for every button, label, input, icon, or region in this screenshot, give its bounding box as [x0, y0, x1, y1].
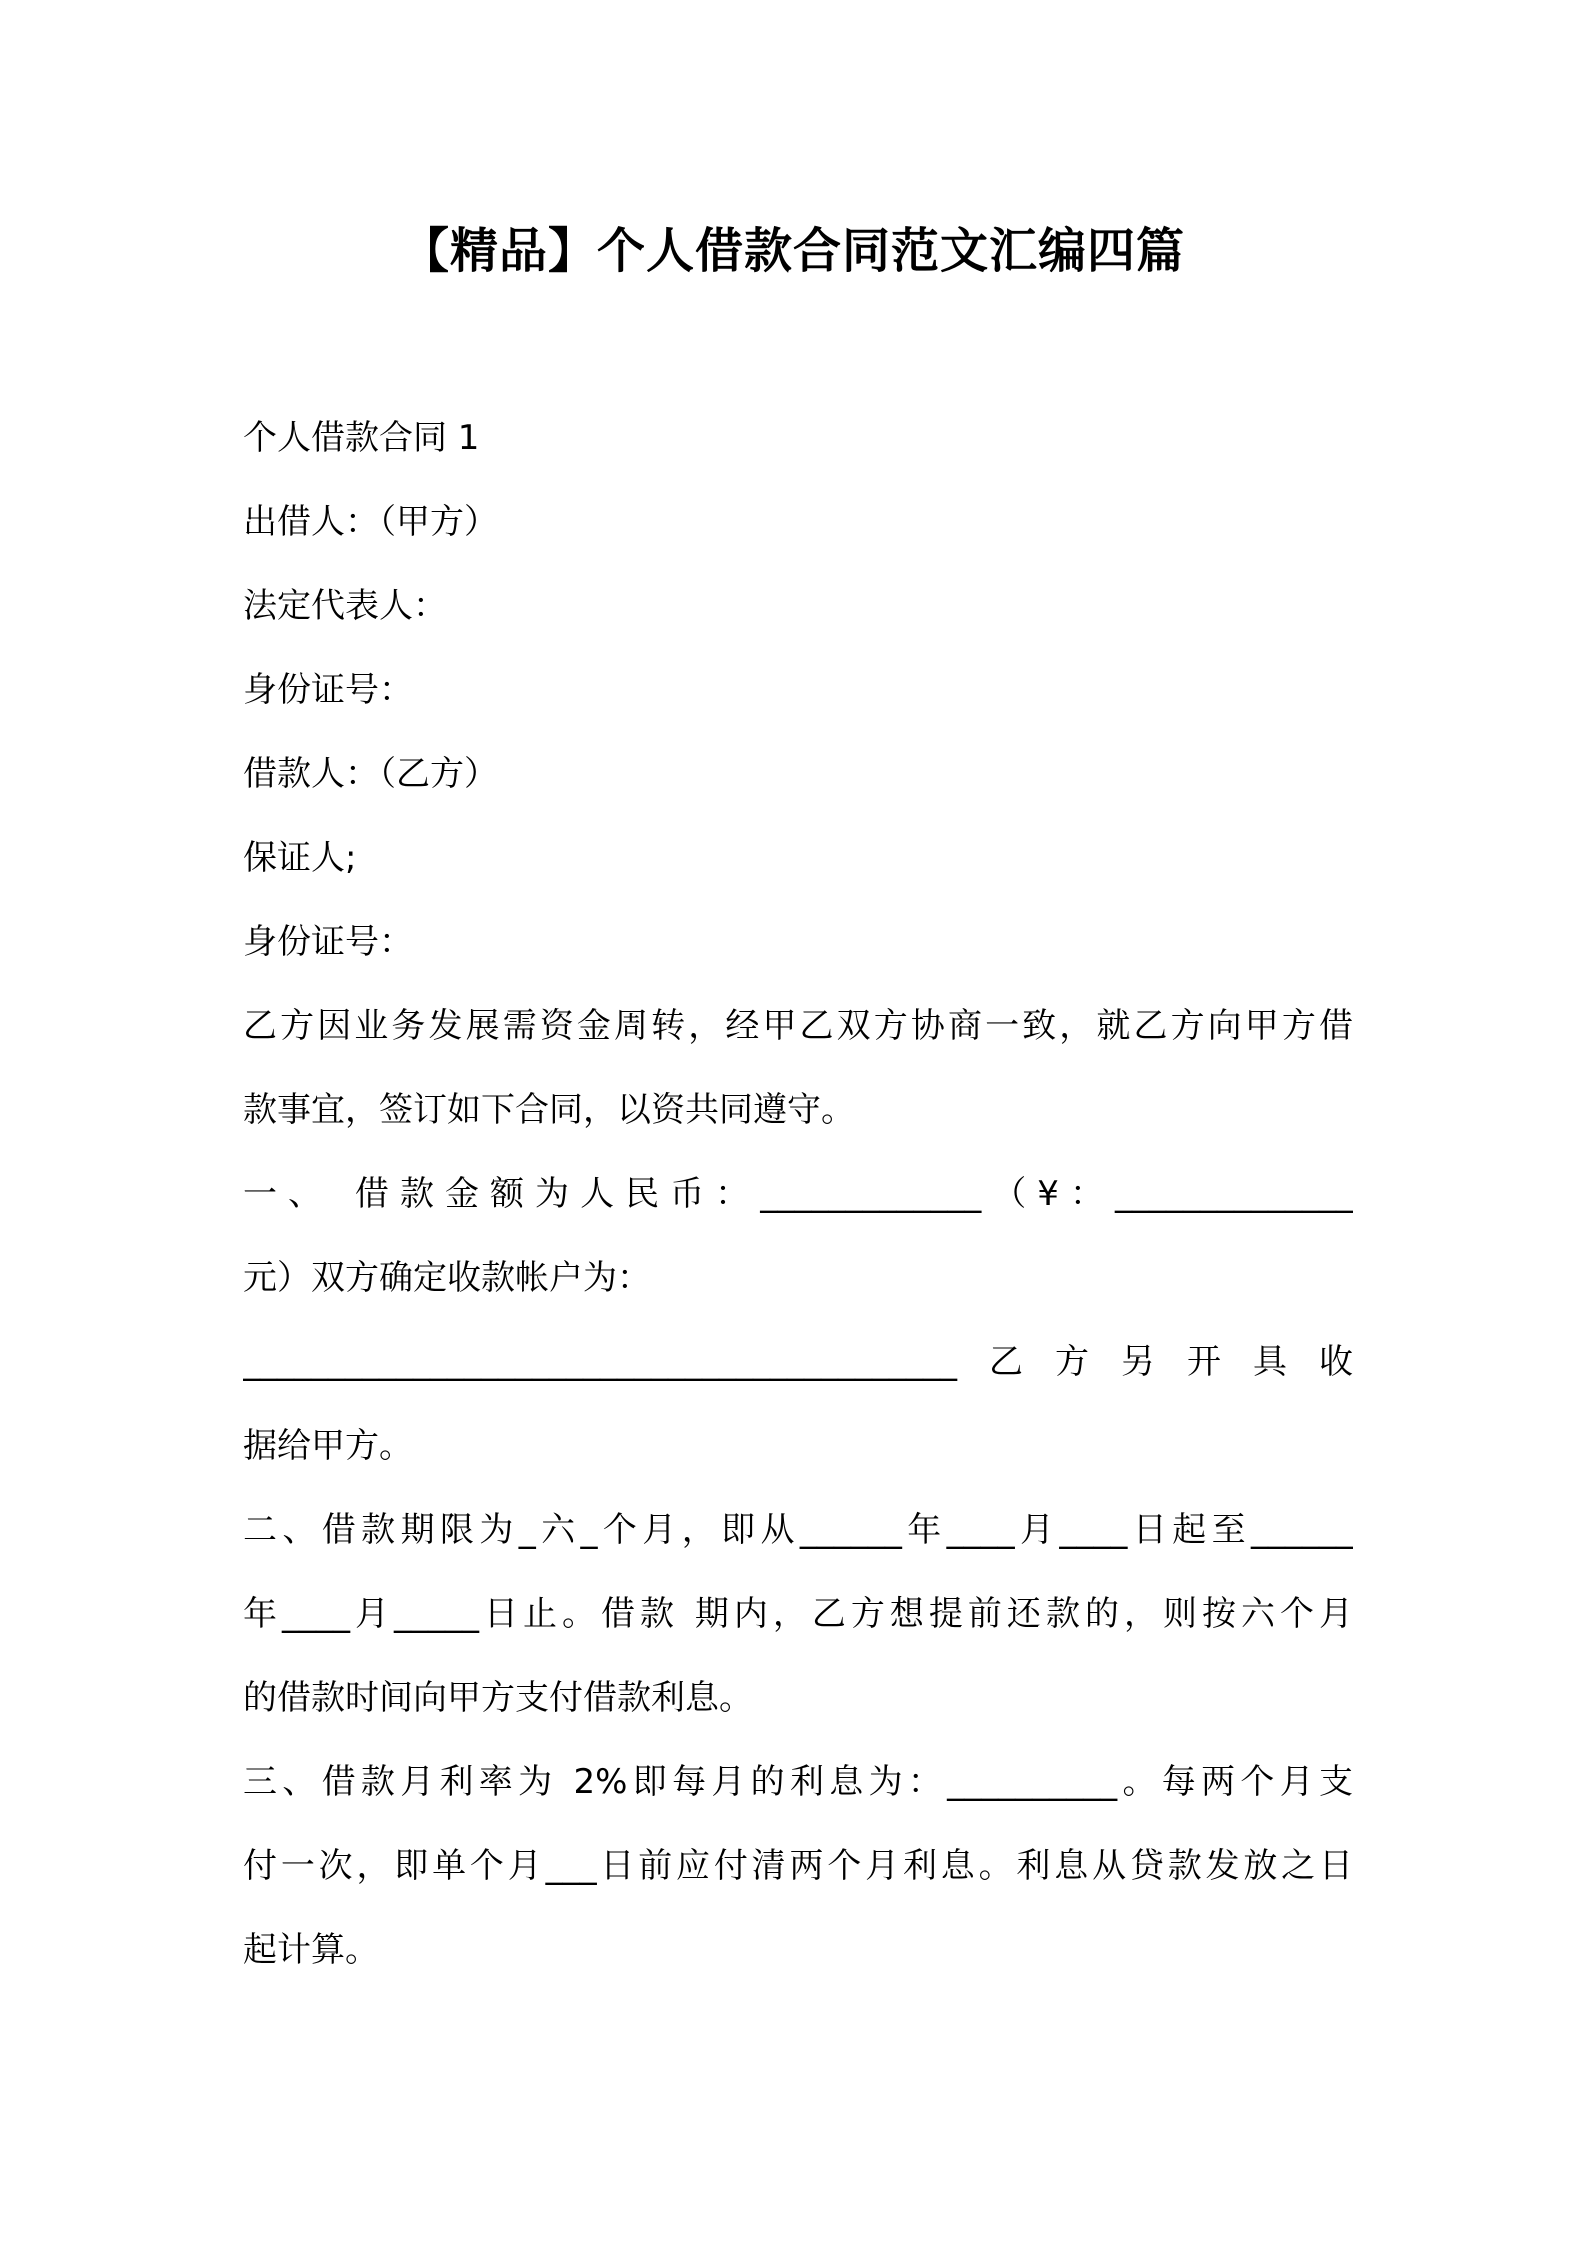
- clause-two-line: 年____月_____日止。借款 期内，乙方想提前还款的，则按六个月: [243, 1594, 1353, 1634]
- clause-two-line: 的借款时间向甲方支付借款利息。: [243, 1678, 753, 1718]
- clause-one-line: 元）双方确定收款帐户为：: [243, 1258, 651, 1298]
- paragraph-line: 款事宜，签订如下合同，以资共同遵守。: [243, 1090, 855, 1130]
- clause-two-line: 二、借款期限为_六_个月，即从______年____月____日起至______: [243, 1510, 1353, 1550]
- clause-one-line: 据给甲方。: [243, 1426, 413, 1466]
- clause-one-line: 一、 借款金额为人民币：_____________（¥：______________: [243, 1174, 1353, 1214]
- legal-representative-line: 法定代表人：: [243, 586, 447, 626]
- clause-three-line: 付一次，即单个月___日前应付清两个月利息。利息从贷款发放之日: [243, 1846, 1353, 1886]
- paragraph-line: 乙方因业务发展需资金周转，经甲乙双方协商一致，就乙方向甲方借: [243, 1006, 1353, 1046]
- section-heading: 个人借款合同 1: [243, 418, 480, 458]
- guarantor-id-line: 身份证号：: [243, 922, 413, 962]
- clause-three-line: 起计算。: [243, 1930, 379, 1970]
- borrower-line: 借款人：（乙方）: [243, 754, 498, 794]
- clause-three-line: 三、借款月利率为 2%即每月的利息为：__________。每两个月支: [243, 1762, 1353, 1802]
- id-number-line: 身份证号：: [243, 670, 413, 710]
- clause-one-line: __________________________________________乙方另开具收: [243, 1342, 1353, 1382]
- lender-line: 出借人：（甲方）: [243, 502, 498, 542]
- document-title: 【精品】个人借款合同范文汇编四篇: [400, 223, 1185, 279]
- guarantor-line: 保证人;: [243, 838, 357, 878]
